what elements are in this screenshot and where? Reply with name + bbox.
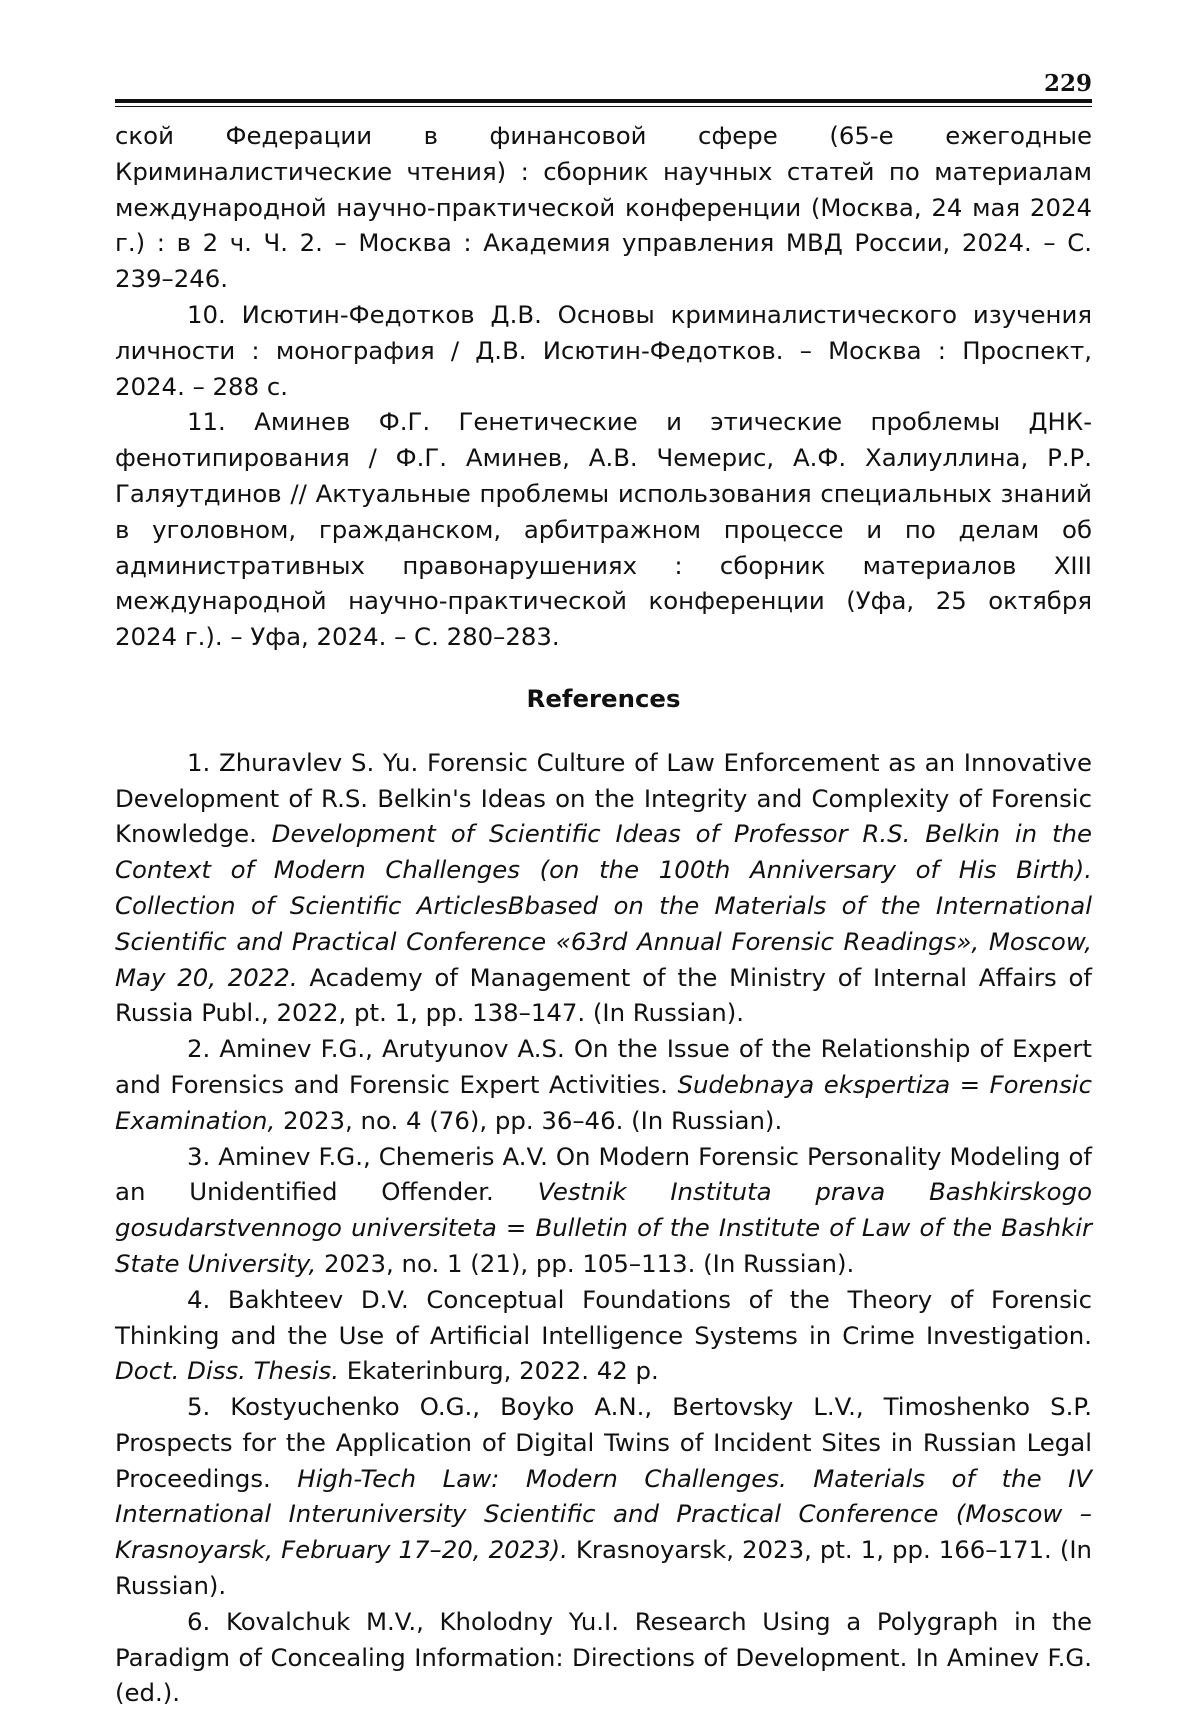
page [115, 62, 1092, 1711]
header-rule-thick [115, 99, 1092, 103]
references-item-5: 5. Kostyuchenko O.G., Boyko A.N., Bertovsky L.V., Timoshenko S.P. Prospects for the Application of Digital Twins of Incident Sites in Russian Legal Proceedings. High-Tech Law: Modern Challenges. Materials of the IV International Interuniversity Scientific and Practical Conference (Moscow – Krasnoyarsk, February 17–20, 2023). Krasnoyarsk, 2023, pt. 1, pp. 166–171. (In Russian). [115, 1392, 1092, 1601]
references-item-2: 2. Aminev F.G., Arutyunov A.S. On the Issue of the Relationship of Expert and Forensics and Forensic Expert Activities. Sudebnaya ekspertiza = Forensic Examination, 2023, no. 4 (76), pp. 36–46. (In Russian). [115, 1034, 1092, 1135]
references-item-6: 6. Kovalchuk M.V., Kholodny Yu.I. Research Using a Polygraph in the Paradigm of Concealing Information: Directions of Development. In Aminev F.G. (ed.). [115, 1606, 1092, 1708]
references-list [115, 745, 1092, 1711]
references-item-1: 1. Zhuravlev S. Yu. Forensic Culture of Law Enforcement as an Innovative Development of R.S. Belkin's Ideas on the Integrity and Complexity of Forensic Knowledge. Development of Scientific Ideas of Professor R.S. Belkin in the Context of Modern Challenges (on the 100th Anniversary of His Birth). Collection of Scientific ArticlesBbased on the Materials of the International Scientific and Practical Conference «63rd Annual Forensic Readings», Moscow, May 20, 2022. Academy of Management of the Ministry of Internal Affairs of Russia Publ., 2022, pt. 1, pp. 138–147. (In Russian). [115, 747, 1092, 1028]
references-heading: References [526, 683, 681, 713]
reference-item-11: 11. Аминев Ф.Г. Генетические и этические проблемы ДНК-фенотипирования / Ф.Г. Аминев, А.В. Чемерис, А.Ф. Халиуллина, Р.Р. Галяутдинов // Актуальные проблемы использования специальных знаний в уголовном, гражданском, арбитражном процессе и по делам об административных правонарушениях : сборник материалов XIII международной научно-практической конференции (Уфа, 25 октября 2024 г.). – Уфа, 2024. – С. 280–283. [115, 407, 1092, 652]
references-item-3: 3. Aminev F.G., Chemeris A.V. On Modern Forensic Personality Modeling of an Unidentified Offender. Vestnik Instituta prava Bashkirskogo gosudarstvennogo universiteta = Bulletin of the Institute of Law of the Bashkir State University, 2023, no. 1 (21), pp. 105–113. (In Russian). [115, 1141, 1093, 1278]
reference-item-10: 10. Исютин-Федотков Д.В. Основы криминалистического изучения личности : монография / Д.В. Исютин-Федотков. – Москва : Проспект, 2024. – 288 с. [115, 299, 1092, 401]
page-header [115, 62, 1092, 110]
header-rule-thin [115, 106, 1092, 107]
reference-continuation: ской Федерации в финансовой сфере (65-е ежегодные Криминалистические чтения) : сборник научных статей по материалам международной научно-практической конференции (Москва, 24 мая 2024 г.) : в 2 ч. Ч. 2. – Москва : Академия управления МВД России, 2024. – С. 239–246. [115, 121, 1092, 294]
page-number: 229 [1043, 70, 1092, 97]
russian-references [115, 118, 1092, 655]
references-item-4: 4. Bakhteev D.V. Conceptual Foundations of the Theory of Forensic Thinking and the Use of Artificial Intelligence Systems in Crime Investigation. Doct. Diss. Thesis. Ekaterinburg, 2022. 42 p. [115, 1284, 1092, 1386]
